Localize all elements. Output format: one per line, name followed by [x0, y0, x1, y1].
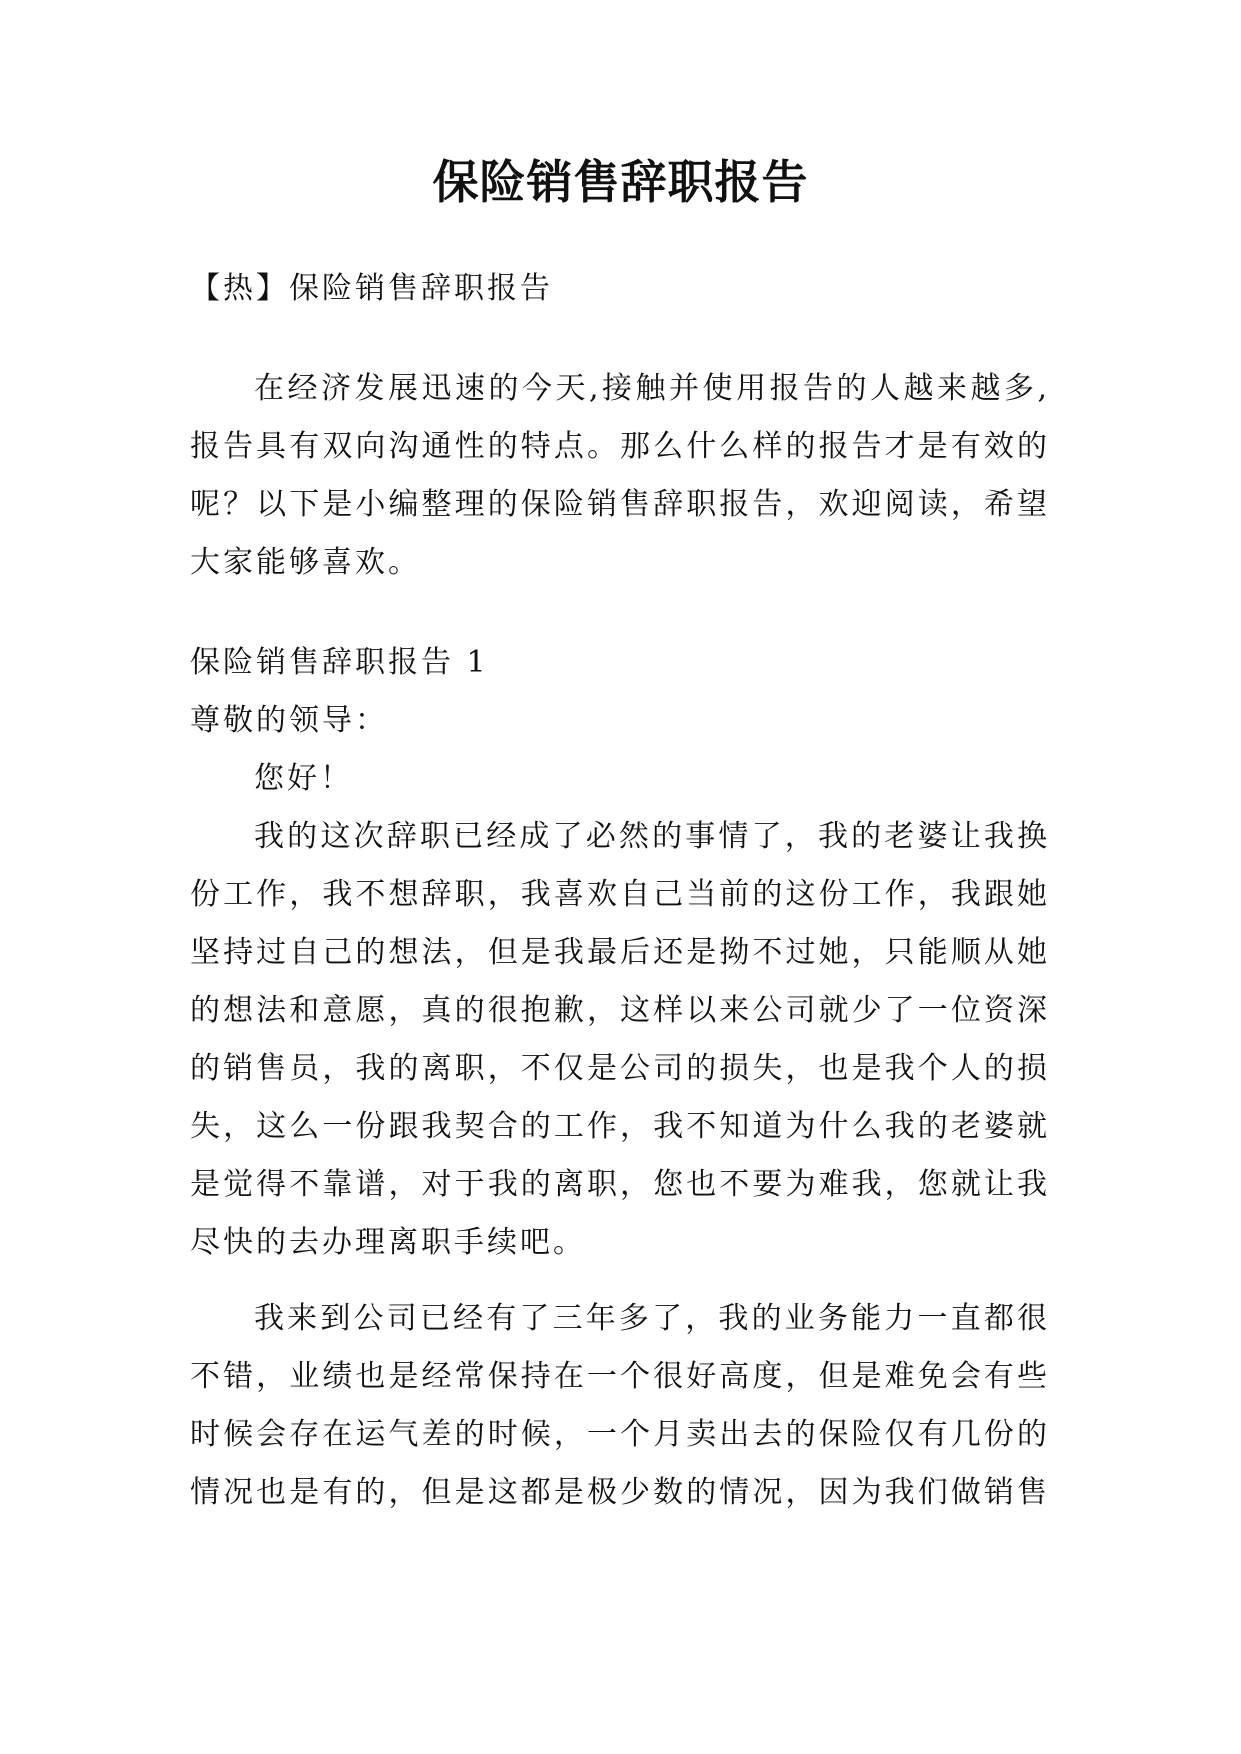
document-title: 保险销售辞职报告: [432, 155, 809, 209]
paragraph-line: 失，这么一份跟我契合的工作，我不知道为什么我的老婆就: [190, 1109, 1050, 1144]
intro-line: 在经济发展迅速的今天,接触并使用报告的人越来越多,: [254, 371, 1050, 406]
document-subtitle: 【热】保险销售辞职报告: [190, 271, 553, 306]
salutation: 尊敬的领导：: [190, 703, 388, 738]
paragraph-line: 的想法和意愿，真的很抱歉，这样以来公司就少了一位资深: [190, 993, 1050, 1028]
paragraph-line: 我来到公司已经有了三年多了，我的业务能力一直都很: [254, 1301, 1050, 1336]
paragraph-line: 不错，业绩也是经常保持在一个很好高度，但是难免会有些: [190, 1359, 1050, 1394]
paragraph-line: 情况也是有的，但是这都是极少数的情况，因为我们做销售: [190, 1475, 1050, 1510]
paragraph-line: 我的这次辞职已经成了必然的事情了，我的老婆让我换: [254, 819, 1050, 854]
greeting: 您好！: [254, 761, 353, 796]
paragraph-line: 份工作，我不想辞职，我喜欢自己当前的这份工作，我跟她: [190, 877, 1050, 912]
paragraph-line: 时候会存在运气差的时候，一个月卖出去的保险仅有几份的: [190, 1417, 1050, 1452]
paragraph-line: 尽快的去办理离职手续吧。: [190, 1225, 586, 1260]
intro-line: 呢？以下是小编整理的保险销售辞职报告，欢迎阅读，希望: [190, 487, 1050, 522]
paragraph-line: 的销售员，我的离职，不仅是公司的损失，也是我个人的损: [190, 1051, 1050, 1086]
paragraph-line: 是觉得不靠谱，对于我的离职，您也不要为难我，您就让我: [190, 1167, 1050, 1202]
intro-line: 大家能够喜欢。: [190, 545, 421, 580]
paragraph-line: 坚持过自己的想法，但是我最后还是拗不过她，只能顺从她: [190, 935, 1050, 970]
section-heading: 保险销售辞职报告 1: [190, 645, 489, 680]
intro-line: 报告具有双向沟通性的特点。那么什么样的报告才是有效的: [190, 429, 1050, 464]
